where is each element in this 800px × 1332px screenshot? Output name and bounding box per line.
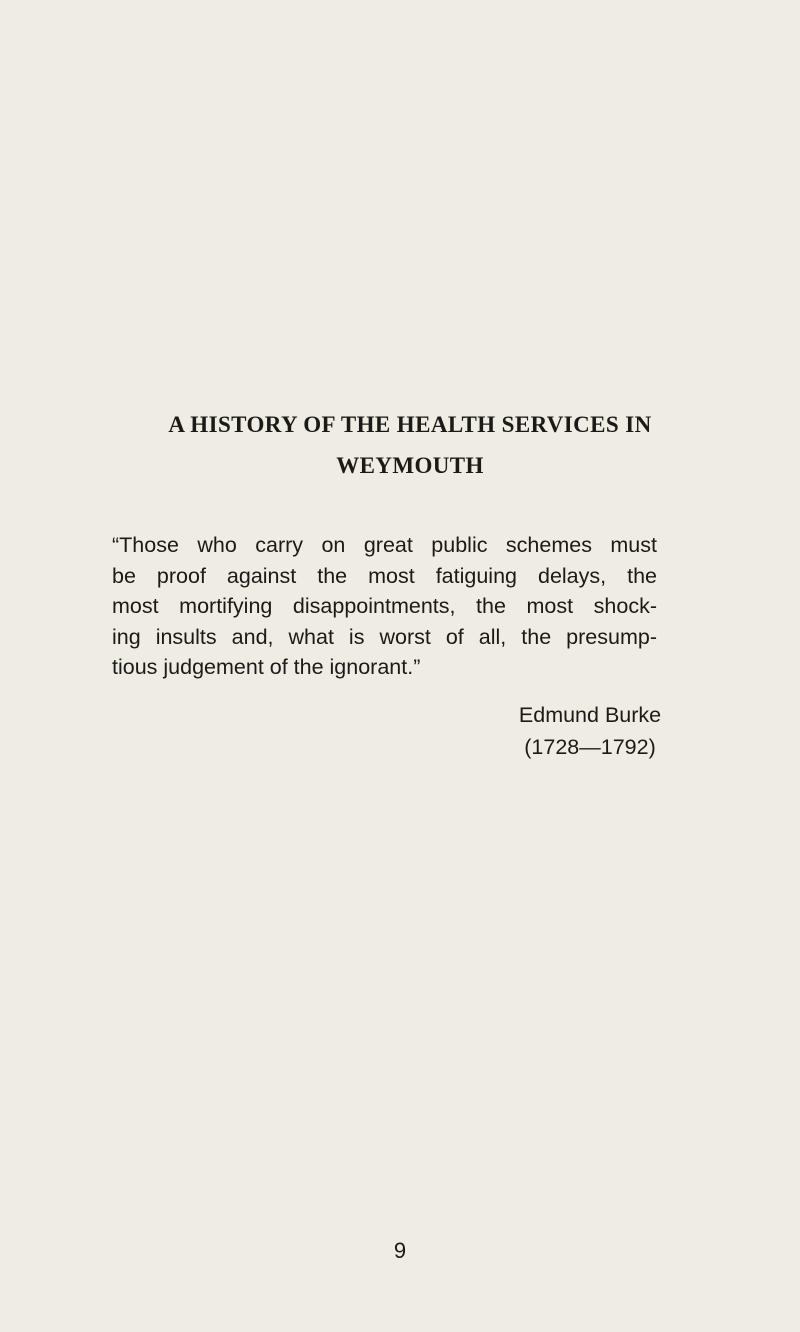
- attribution-name: Edmund Burke: [518, 703, 662, 727]
- epigraph-line: ing insults and, what is worst of all, the presump-: [112, 624, 657, 649]
- chapter-title-line-2: WEYMOUTH: [336, 453, 484, 478]
- epigraph-line: tious judgement of the ignorant.”: [112, 655, 421, 679]
- attribution-dates: (1728—1792): [524, 735, 656, 759]
- epigraph-line: most mortifying disappointments, the most shock-: [112, 594, 657, 618]
- chapter-title-line-1: A HISTORY OF THE HEALTH SERVICES IN: [168, 412, 652, 437]
- page-number: 9: [393, 1238, 407, 1263]
- epigraph-line: be proof against the most fatiguing delays, the: [112, 563, 657, 588]
- epigraph-line: “Those who carry on great public schemes must: [112, 533, 657, 557]
- epigraph-quote: [112, 530, 657, 683]
